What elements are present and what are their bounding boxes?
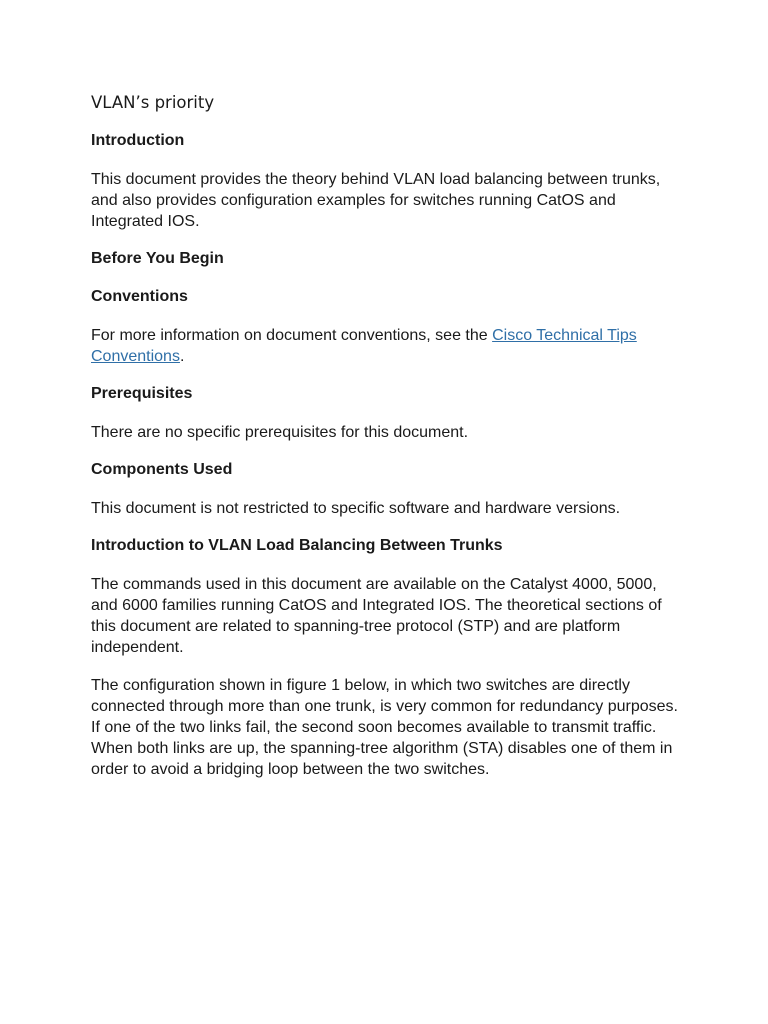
- conventions-heading: Conventions: [91, 288, 188, 305]
- introduction-heading: Introduction: [91, 132, 185, 149]
- components-used-heading: Components Used: [91, 461, 233, 478]
- conventions-paragraph: [91, 325, 683, 367]
- introduction-paragraph: This document provides the theory behind VLAN load balancing between trunks, and also provides configuration examples for switches running CatOS and Integrated IOS.: [91, 171, 661, 230]
- conventions-text-before: For more information on document conventions, see the: [91, 327, 493, 344]
- document-body: [91, 91, 683, 797]
- document-title: VLAN’s priority: [91, 93, 215, 112]
- components-used-paragraph: This document is not restricted to specific software and hardware versions.: [91, 500, 621, 517]
- conventions-text-after: .: [179, 348, 185, 365]
- prerequisites-paragraph: There are no specific prerequisites for this document.: [91, 424, 469, 441]
- cisco-conventions-link[interactable]: Cisco Technical Tips Conventions: [91, 327, 637, 365]
- before-you-begin-heading: Before You Begin: [91, 250, 224, 267]
- load-balancing-heading: Introduction to VLAN Load Balancing Between Trunks: [91, 537, 503, 554]
- load-balancing-paragraph-2: The configuration shown in figure 1 below, in which two switches are directly connected through more than one trunk, is very common for redundancy purposes. If one of the two links fail, the second soon becomes available to transmit traffic. When both links are up, the spanning-tree algorithm (STA) disables one of them in order to avoid a bridging loop between the two switches.: [91, 677, 678, 778]
- load-balancing-paragraph-1: The commands used in this document are available on the Catalyst 4000, 5000, and 6000 families running CatOS and Integrated IOS. The theoretical sections of this document are related to spanning-tree protocol (STP) and are platform independent.: [91, 576, 662, 656]
- prerequisites-heading: Prerequisites: [91, 385, 193, 402]
